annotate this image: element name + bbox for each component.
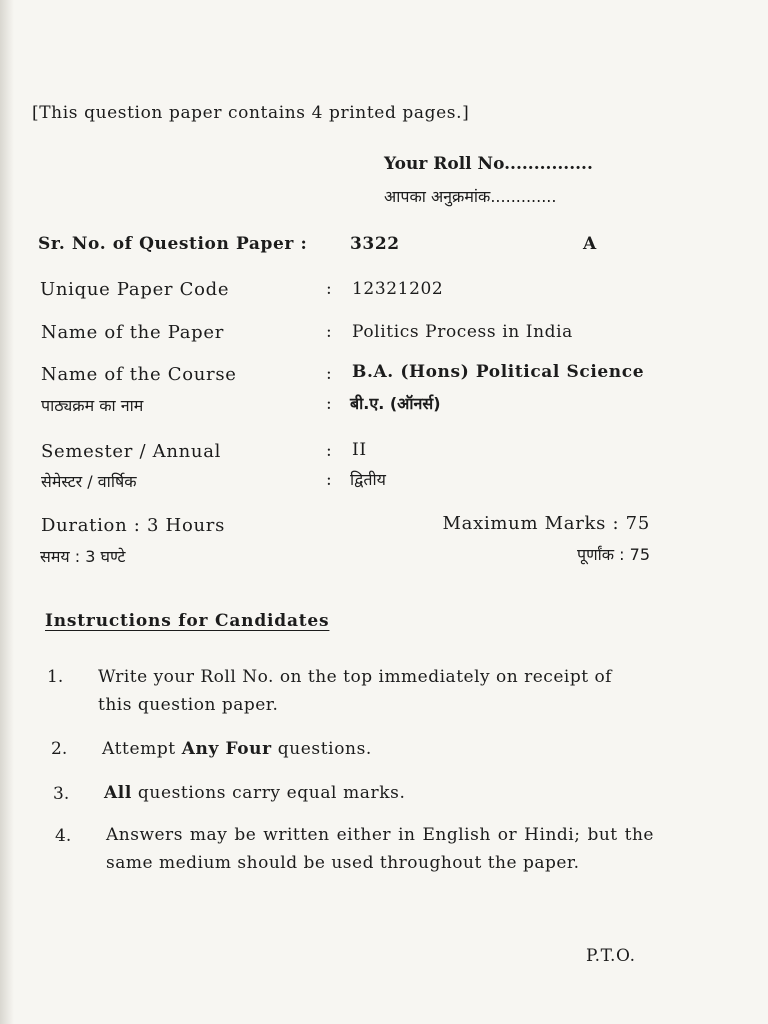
upc-colon: : — [326, 279, 332, 299]
semester-value: II — [352, 440, 367, 460]
instruction-number: 4. — [55, 826, 72, 846]
paper-name-label: Name of the Paper — [41, 322, 225, 343]
sr-no-value: 3322 — [350, 234, 400, 254]
paper-name-colon: : — [326, 322, 332, 342]
duration: Duration : 3 Hours — [41, 515, 226, 536]
course-value-hindi: बी.ए. (ऑनर्स) — [350, 394, 441, 413]
instruction-item-4: Answers may be written either in English or Hindi; but the same medium should be used throughout the paper. — [106, 825, 654, 873]
semester-value-hindi: द्वितीय — [350, 470, 386, 489]
semester-label-hindi: सेमेस्टर / वार्षिक — [41, 472, 137, 491]
emphasis-text: All — [104, 783, 132, 803]
course-colon: : — [326, 364, 332, 384]
upc-label: Unique Paper Code — [40, 279, 230, 300]
semester-colon: : — [326, 441, 332, 461]
instruction-item-2: Attempt Any Four questions. — [102, 739, 372, 759]
semester-label: Semester / Annual — [41, 441, 222, 462]
instruction-number: 2. — [51, 739, 68, 759]
course-colon-hindi: : — [326, 394, 332, 414]
instruction-item-3: All questions carry equal marks. — [104, 783, 406, 803]
pages-note: [This question paper contains 4 printed pages.] — [32, 103, 470, 123]
paper-name-value: Politics Process in India — [352, 322, 573, 342]
upc-value: 12321202 — [352, 279, 444, 299]
max-marks-hindi: पूर्णांक : 75 — [576, 545, 650, 564]
course-value: B.A. (Hons) Political Science — [352, 362, 645, 382]
max-marks: Maximum Marks : 75 — [442, 513, 650, 534]
set-letter: A — [583, 234, 597, 254]
sr-no-label: Sr. No. of Question Paper : — [38, 234, 308, 254]
course-label: Name of the Course — [41, 364, 237, 385]
semester-colon-hindi: : — [326, 470, 332, 490]
page-edge-shadow — [0, 0, 14, 1024]
duration-hindi: समय : 3 घण्टे — [40, 547, 126, 566]
instruction-item-1: Write your Roll No. on the top immediately on receipt of this question paper. — [98, 667, 612, 715]
instruction-number: 1. — [47, 667, 64, 687]
instruction-number: 3. — [53, 784, 70, 804]
instructions-heading: Instructions for Candidates — [45, 611, 330, 631]
roll-no-label-hindi: आपका अनुक्रमांक............. — [384, 187, 557, 206]
pto-label: P.T.O. — [586, 946, 636, 966]
emphasis-text: Any Four — [181, 739, 272, 759]
course-label-hindi: पाठ्यक्रम का नाम — [41, 396, 144, 415]
roll-no-label: Your Roll No............... — [384, 154, 593, 174]
